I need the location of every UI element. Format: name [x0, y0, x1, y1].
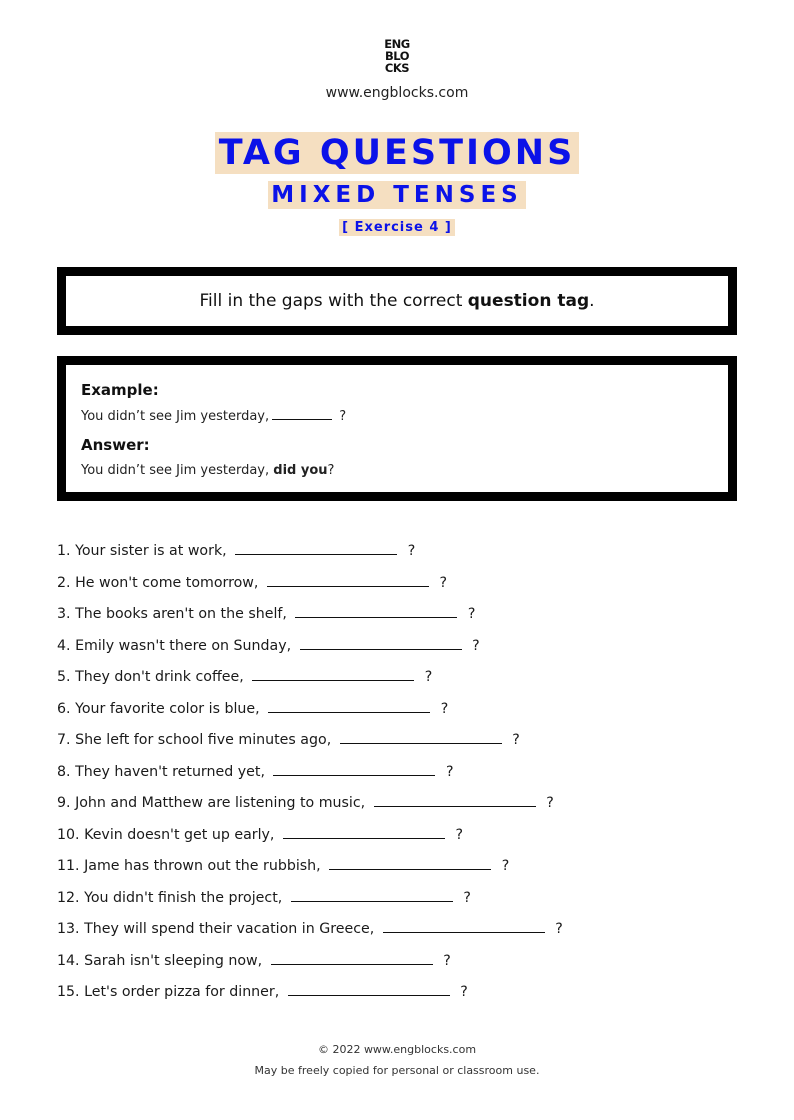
item-question-mark: ? — [467, 606, 476, 622]
item-text: They will spend their vacation in Greece, — [84, 921, 375, 937]
answer-text: You didn’t see Jim yesterday, — [81, 463, 274, 478]
item-number: 8. — [57, 763, 71, 780]
instruction-bold: question tag — [467, 291, 590, 311]
item-text: Kevin doesn't get up early, — [84, 826, 275, 843]
example-question-mark: ? — [339, 409, 347, 424]
answer-blank[interactable] — [291, 885, 453, 902]
answer-blank[interactable] — [300, 633, 462, 650]
example-text: You didn’t see Jim yesterday, — [81, 409, 270, 424]
item-number: 11. — [57, 858, 80, 874]
exercise-item — [57, 759, 757, 791]
answer-blank[interactable] — [288, 979, 450, 996]
exercise-item — [57, 601, 757, 633]
exercise-item — [57, 664, 757, 696]
item-number: 5. — [57, 669, 71, 685]
item-number: 6. — [57, 700, 71, 717]
item-text: Your sister is at work, — [75, 543, 227, 559]
example-sentence — [81, 407, 728, 426]
item-text: John and Matthew are listening to music, — [75, 795, 366, 811]
item-question-mark: ? — [424, 669, 433, 685]
item-question-mark: ? — [445, 763, 454, 780]
answer-sentence — [81, 462, 728, 480]
page-title: TAG QUESTIONS — [215, 132, 580, 174]
item-question-mark: ? — [463, 889, 471, 906]
item-text: He won't come tomorrow, — [75, 574, 259, 591]
exercise-item — [57, 633, 757, 665]
instruction-box — [57, 267, 737, 335]
instruction-before: Fill in the gaps with the correct — [199, 291, 468, 311]
item-number: 10. — [57, 826, 80, 843]
item-text: They haven't returned yet, — [75, 763, 265, 780]
item-number: 14. — [57, 952, 80, 969]
item-question-mark: ? — [512, 732, 520, 748]
item-question-mark: ? — [439, 574, 447, 591]
exercise-item — [57, 916, 757, 948]
exercise-item — [57, 979, 757, 1011]
item-number: 12. — [57, 889, 80, 906]
answer-tag: did you — [273, 463, 328, 478]
page-subtitle: MIXED TENSES — [268, 181, 525, 209]
example-blank — [272, 407, 332, 420]
answer-blank[interactable] — [273, 759, 435, 776]
example-box — [57, 356, 737, 501]
item-number: 15. — [57, 984, 80, 1000]
item-text: The books aren't on the shelf, — [75, 606, 287, 622]
title-row — [0, 132, 794, 174]
exercise-item — [57, 538, 757, 570]
answer-blank[interactable] — [340, 727, 502, 744]
item-number: 7. — [57, 732, 71, 748]
item-question-mark: ? — [546, 795, 554, 811]
item-number: 9. — [57, 795, 71, 811]
logo-line-1: ENG — [384, 37, 410, 51]
item-text: Your favorite color is blue, — [75, 700, 260, 717]
exercise-item — [57, 948, 757, 980]
item-number: 3. — [57, 606, 71, 622]
item-number: 2. — [57, 574, 71, 591]
item-question-mark: ? — [501, 858, 510, 874]
answer-blank[interactable] — [268, 696, 430, 713]
exercise-list — [57, 538, 757, 1011]
site-url[interactable]: www.engblocks.com — [325, 85, 469, 101]
item-number: 13. — [57, 921, 80, 937]
exercise-item — [57, 822, 757, 854]
answer-blank[interactable] — [329, 853, 491, 870]
item-text: Let's order pizza for dinner, — [84, 984, 280, 1000]
answer-question-mark: ? — [327, 463, 335, 478]
item-question-mark: ? — [443, 952, 451, 969]
answer-blank[interactable] — [267, 570, 429, 587]
instruction-text — [199, 291, 594, 311]
exercise-item — [57, 885, 757, 917]
item-text: Emily wasn't there on Sunday, — [75, 637, 292, 654]
footer-license: May be freely copied for personal or classroom use. — [254, 1064, 540, 1077]
exercise-number: [ Exercise 4 ] — [339, 219, 455, 236]
logo-line-3: CKS — [384, 61, 410, 75]
example-heading: Example: — [81, 381, 159, 399]
instruction-after: . — [589, 291, 595, 311]
footer-copyright: © 2022 www.engblocks.com — [317, 1043, 477, 1056]
item-text: Jame has thrown out the rubbish, — [84, 858, 321, 874]
item-text: Sarah isn't sleeping now, — [84, 952, 263, 969]
item-text: You didn't finish the project, — [84, 889, 283, 906]
item-question-mark: ? — [472, 637, 480, 654]
item-number: 4. — [57, 637, 71, 654]
item-text: They don't drink coffee, — [75, 669, 244, 685]
exercise-item — [57, 790, 757, 822]
answer-blank[interactable] — [295, 601, 457, 618]
answer-blank[interactable] — [271, 948, 433, 965]
exercise-item — [57, 696, 757, 728]
item-text: She left for school five minutes ago, — [75, 732, 332, 748]
item-question-mark: ? — [455, 826, 464, 843]
subtitle-row — [0, 181, 794, 209]
answer-blank[interactable] — [374, 790, 536, 807]
item-question-mark: ? — [440, 700, 449, 717]
item-question-mark: ? — [555, 921, 563, 937]
engblocks-logo — [376, 38, 418, 74]
answer-blank[interactable] — [283, 822, 445, 839]
exercise-row — [0, 216, 794, 236]
exercise-item — [57, 727, 757, 759]
logo-line-2: BLO — [385, 49, 409, 63]
exercise-item — [57, 853, 757, 885]
item-question-mark: ? — [407, 543, 416, 559]
answer-blank[interactable] — [235, 538, 397, 555]
answer-blank[interactable] — [252, 664, 414, 681]
answer-blank[interactable] — [383, 916, 545, 933]
exercise-item — [57, 570, 757, 602]
item-number: 1. — [57, 543, 71, 559]
item-question-mark: ? — [460, 984, 468, 1000]
answer-heading: Answer: — [81, 436, 150, 454]
